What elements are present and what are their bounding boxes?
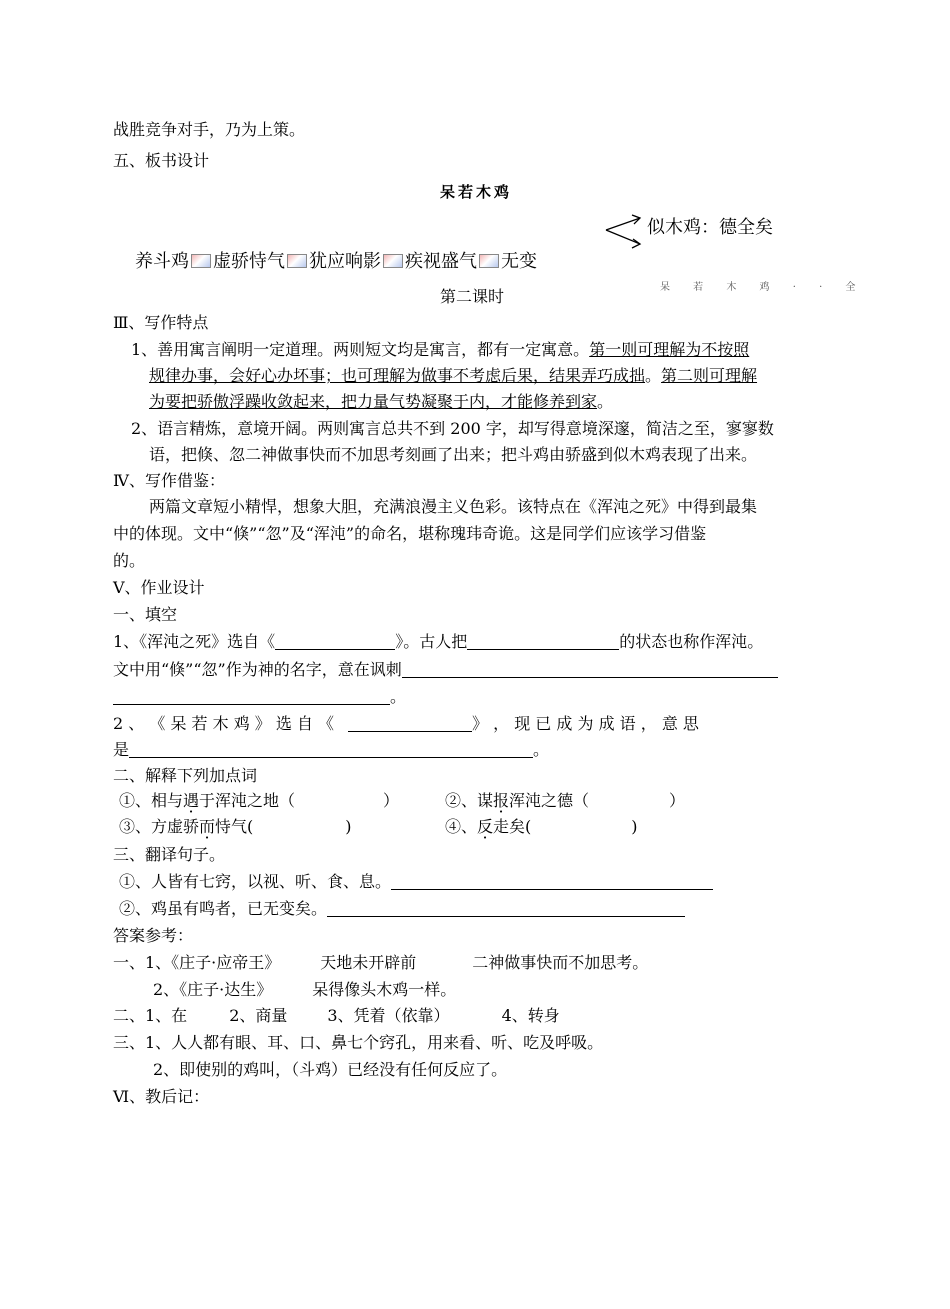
answer-line: 2、即使别的鸡叫，（斗鸡）已经没有任何反应了。 <box>153 1060 508 1079</box>
answer-blank[interactable] <box>348 715 472 732</box>
text-line: 2、语言精炼，意境开阔。两则寓言总共不到 200 字，却写得意境深邃，简洁之至，寥寥数 <box>131 419 774 438</box>
section-heading: Ⅳ、写作借鉴： <box>113 471 225 490</box>
explain-item: ②、谋报浑沌之德（ ） <box>445 791 686 810</box>
answer-line: 三、1、人人都有眼、耳、口、鼻七个窍孔，用来看、听、吃及呼吸。 <box>113 1033 604 1052</box>
text-line: 两篇文章短小精悍，想象大胆，充满浪漫主义色彩。该特点在《浑沌之死》中得到最集 <box>149 497 758 516</box>
text-line: 的。 <box>113 551 146 570</box>
answer-blank[interactable] <box>402 661 778 678</box>
sub-heading: 三、翻译句子。 <box>113 845 226 864</box>
broken-image-icon <box>479 254 499 268</box>
explain-item: ④、反走矣( ) <box>445 817 638 836</box>
answer-blank[interactable] <box>113 688 390 705</box>
answer-blank[interactable] <box>129 741 533 758</box>
translate-item: ①、人皆有七窍，以视、听、食、息。 <box>119 872 713 892</box>
text-line: 为要把骄傲浮躁收敛起来，把力量气势凝聚于内，才能修养到家。 <box>149 392 614 411</box>
board-title: 呆若木鸡 <box>440 183 513 201</box>
fill-blank-line: 文中用“倏”“忽”作为神的名字，意在讽刺 <box>113 660 778 680</box>
lesson-heading: 第二课时 <box>440 287 505 306</box>
board-flow-item: 养斗鸡 <box>135 251 189 272</box>
answer-blank[interactable] <box>327 900 685 917</box>
explain-item: ①、相与遇于浑沌之地（ ） <box>119 791 400 810</box>
sub-heading: 一、填空 <box>113 605 178 624</box>
answer-line: 一、1、《庄子·应帝王》 天地未开辟前 二神做事快而不加思考。 <box>113 953 649 972</box>
answer-line: 二、1、在 2、商量 3、凭着（依靠） 4、转身 <box>113 1006 560 1025</box>
answer-blank[interactable] <box>467 633 619 650</box>
fill-blank-line: 。 <box>113 687 406 707</box>
text-line: 语，把倏、忽二神做事快而不加思考刻画了出来；把斗鸡由骄盛到似木鸡表现了出来。 <box>149 445 758 464</box>
section-heading: Ⅴ、作业设计 <box>113 578 205 597</box>
answer-heading: 答案参考： <box>113 926 194 945</box>
answer-line: 2、《庄子·达生》 呆得像头木鸡一样。 <box>153 980 457 999</box>
board-flow-item: 虚骄恃气 <box>213 251 285 272</box>
fill-blank-line: 1、《浑沌之死》选自《 》。古人把 的状态也称作浑沌。 <box>113 632 764 651</box>
board-flow-item: 疾视盛气 <box>405 251 477 272</box>
text-line: 规律办事，会好心办坏事；也可理解为做事不考虑后果，结果弄巧成拙。第二则可理解 <box>149 366 758 385</box>
text-line: 中的体现。文中“倏”“忽”及“浑沌”的命名，堪称瑰玮奇诡。这是同学们应该学习借鉴 <box>113 524 707 543</box>
board-flow-item: 无变 <box>501 251 537 272</box>
explain-item: ③、方虚骄而恃气( ) <box>119 817 352 836</box>
broken-image-icon <box>287 254 307 268</box>
text-line: 1、善用寓言阐明一定道理。两则短文均是寓言，都有一定寓意。第一则可理解为不按照 <box>131 340 750 359</box>
arrow-icon <box>600 210 646 250</box>
sub-heading: 二、解释下列加点词 <box>113 766 258 785</box>
text-line: 战胜竞争对手，乃为上策。 <box>113 120 306 139</box>
board-faint-text: 呆 若 木 鸡 · · 全 <box>660 282 866 293</box>
answer-blank[interactable] <box>391 873 713 890</box>
section-heading: Ⅵ、教后记： <box>113 1087 210 1106</box>
fill-blank-line: 2 、 《 呆 若 木 鸡 》 选 自 《 》 ， 现 已 成 为 成 语 ， 意 思 <box>113 714 699 733</box>
board-flow-item: 犹应响影 <box>309 251 381 272</box>
section-heading: 五、板书设计 <box>113 151 210 170</box>
broken-image-icon <box>191 254 211 268</box>
answer-blank[interactable] <box>275 633 395 650</box>
board-flow <box>135 247 537 273</box>
translate-item: ②、鸡虽有鸣者，已无变矣。 <box>119 899 685 919</box>
board-branch: 似木鸡：德全矣 <box>647 217 773 238</box>
broken-image-icon <box>383 254 403 268</box>
section-heading: Ⅲ、写作特点 <box>113 313 209 332</box>
fill-blank-line: 是 。 <box>113 740 550 759</box>
